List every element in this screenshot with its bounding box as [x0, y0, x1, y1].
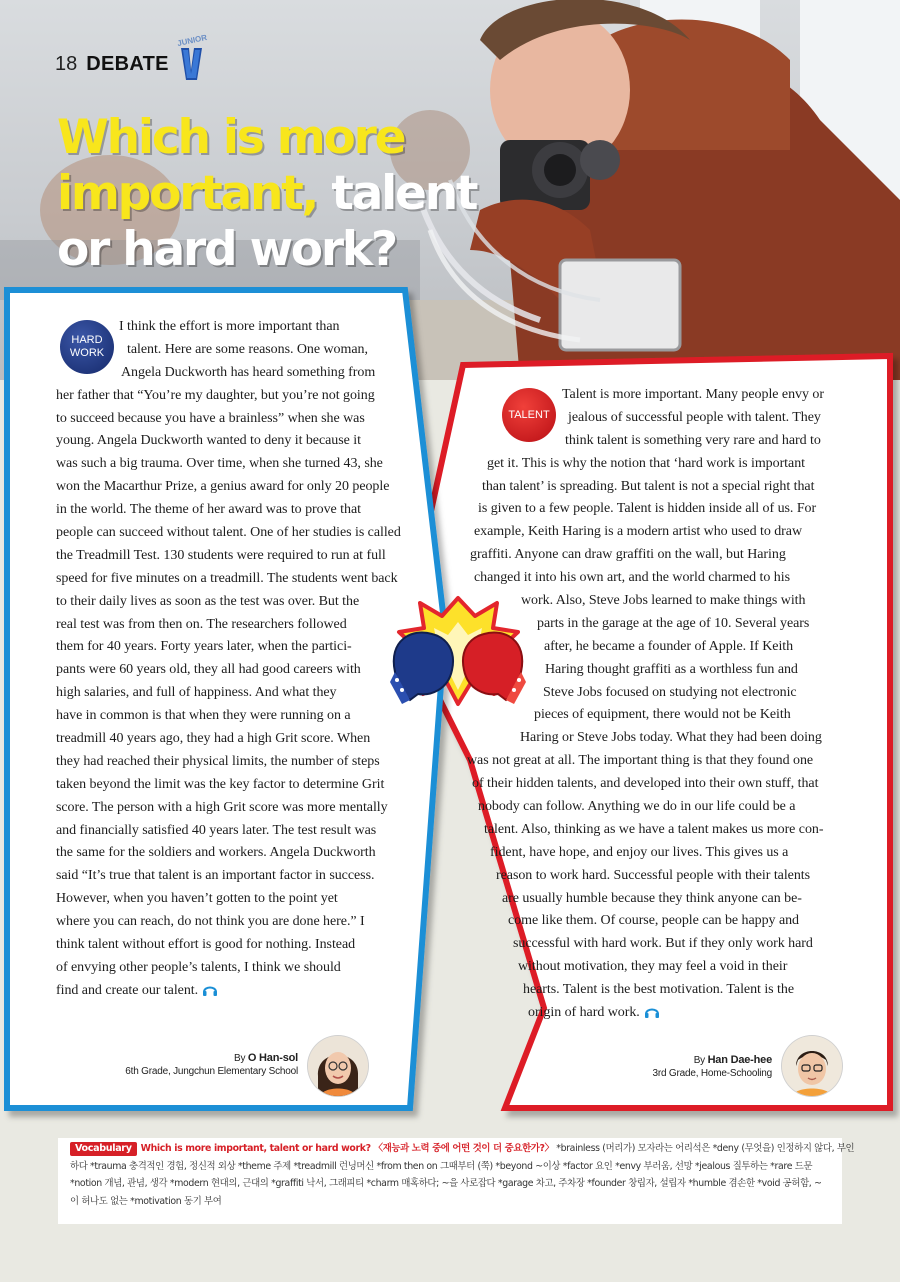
article-line: won the Macarthur Prize, a genius award for only 20 people	[56, 479, 390, 495]
hard-work-badge: HARD WORK	[60, 320, 114, 374]
article-line: think talent without effort is good for nothing. Instead	[56, 937, 356, 953]
talent-author-school: 3rd Grade, Home-Schooling	[652, 1068, 772, 1079]
vocabulary-label: Vocabulary	[70, 1142, 137, 1156]
article-line: talent. Here are some reasons. One woman,	[127, 341, 368, 357]
title-line-1: Which is more	[57, 110, 405, 165]
article-line: without motivation, they may feel a void in their	[518, 959, 788, 975]
article-line: of their hidden talents, and developed into their own stuff, that	[472, 776, 819, 792]
hard-work-author-school: 6th Grade, Jungchun Elementary School	[125, 1066, 298, 1077]
article-line: successful with hard work. But if they only work hard	[513, 936, 813, 952]
article-line: nobody can follow. Anything we do in our life could be a	[478, 799, 796, 815]
article-line: to their daily lives as soon as the test was over. But the	[56, 593, 360, 609]
article-line: Steve Jobs focused on studying not electronic	[543, 684, 797, 700]
article-line: taken beyond the limit was the key factor to determine Grit	[56, 776, 385, 792]
hard-work-byline: By O Han-sol 6th Grade, Jungchun Elementary School	[125, 1052, 298, 1077]
article-line: graffiti. Anyone can draw graffiti on the wall, but Haring	[470, 547, 786, 563]
article-line: to succeed because you have a brainless” when she was	[56, 410, 365, 426]
talent-author-avatar	[782, 1036, 842, 1096]
article-line: said “It’s true that talent is an important factor in success.	[56, 868, 375, 884]
article-line: fident, have hope, and enjoy our lives. This gives us a	[490, 844, 789, 860]
page-number: 18	[55, 52, 78, 75]
article-line: come like them. Of course, people can be happy and	[508, 913, 800, 929]
talent-author: Han Dae-hee	[707, 1054, 772, 1066]
article-line: Angela Duckworth has heard something from	[121, 364, 376, 380]
title-line-2-rest: talent	[317, 166, 477, 221]
vocabulary-box	[58, 1138, 855, 1224]
article-line: reason to work hard. Successful people with their talents	[496, 867, 811, 883]
article-line: jealous of successful people with talent. They	[568, 409, 821, 425]
article-line: Talent is more important. Many people envy or	[562, 387, 824, 402]
article-line: of envying other people’s talents, I think we should	[56, 959, 341, 975]
article-line: are usually humble because they think anyone can be-	[502, 890, 802, 906]
article-line: Haring thought graffiti as a worthless fun and	[545, 661, 798, 677]
article-line: young. Angela Duckworth wanted to deny it because it	[56, 433, 361, 449]
article-line: is given to a few people. Talent is hidden inside all of us. For	[478, 501, 817, 517]
talent-article	[0, 384, 900, 1025]
article-line: the same for the soldiers and workers. Angela Duckworth	[56, 845, 376, 861]
article-line: However, when you haven’t gotten to the point yet	[56, 891, 338, 907]
article-line: people can succeed without talent. One of her studies is called	[56, 525, 401, 541]
title-line-3: or hard work?	[57, 222, 397, 277]
article-line: pieces of equipment, there would not be Keith	[534, 707, 791, 723]
article-line: and financially satisfied 40 years later. The test result was	[56, 822, 377, 838]
article-line: than talent’ is spreading. But talent is not a special right that	[482, 478, 815, 494]
vocabulary-line-4: 이 허나도 없는 *motivation 동기 부여	[70, 1195, 222, 1207]
article-line: Haring or Steve Jobs today. What they had been doing	[520, 730, 822, 746]
article-line: origin of hard work.	[0, 1002, 900, 1025]
title-line-2-highlight: important,	[57, 166, 318, 221]
article-line: I think the effort is more important than	[119, 319, 340, 334]
vocabulary-question: Which is more important, talent or hard work? 〈재능과 노력 중에 어떤 것이 더 중요한가?〉	[140, 1143, 554, 1154]
article-line: work. Also, Steve Jobs learned to make things with	[521, 593, 806, 609]
article-line: speed for five minutes on a treadmill. The students went back	[56, 570, 398, 586]
article-line: high salaries, and full of happiness. And what they	[56, 685, 337, 701]
article-line: changed it into his own art, and the world charmed to his	[474, 570, 790, 586]
talent-badge: TALENT	[502, 388, 556, 442]
article-line: they had reached their physical limits, the number of steps	[56, 753, 380, 769]
article-line: her father that “You’re my daughter, but you’re not going	[56, 387, 375, 403]
article-line: was not great at all. The important thing is that they found one	[467, 753, 814, 769]
hard-work-author-avatar	[308, 1036, 368, 1096]
article-line: the Treadmill Test. 130 students were required to run at full	[56, 547, 386, 563]
article-line: treadmill 40 years ago, they had a high Grit score. When	[56, 731, 371, 747]
article-line: hearts. Talent is the best motivation. Talent is the	[523, 982, 794, 998]
article-line: after, he became a founder of Apple. If Keith	[544, 638, 794, 654]
section-title: DEBATE	[86, 52, 169, 75]
article-line: talent. Also, thinking as we have a talent makes us more con-	[484, 821, 824, 837]
article-line: find and create our talent.	[0, 980, 440, 1003]
vocabulary-line-3: *notion 개념, 관념, 생각 *modern 현대의, 근대의 *graffiti 낙서, 그래피티 *charm 매혹하다; ~을 사로잡다 *garage 차고, 주차장 *founder 창립자, 설립자 *humble 겸손한 *void 공허함, ~	[70, 1178, 822, 1189]
talent-byline: By Han Dae-hee 3rd Grade, Home-Schooling	[652, 1054, 772, 1079]
article-line: in the world. The theme of her award was to prove that	[56, 502, 361, 518]
article-line: where you can reach, do not think you are done here.” I	[56, 914, 365, 930]
article-line: example, Keith Haring is a modern artist who used to draw	[474, 524, 803, 540]
article-line: score. The person with a high Grit score was more mentally	[56, 799, 388, 815]
hard-work-author: O Han-sol	[247, 1052, 298, 1064]
article-line: pants were 60 years old, they all had good careers with	[56, 662, 361, 678]
headphone-icon[interactable]	[644, 1005, 660, 1028]
article-line: them for 40 years. Forty years later, when the partici-	[56, 639, 352, 655]
junior-v-logo-icon: JUNIOR	[175, 44, 209, 84]
article-line: think talent is something very rare and hard to	[565, 432, 821, 448]
vocabulary-line-2: 하다 *trauma 충격적인 경험, 정신적 외상 *theme 주제 *treadmill 런닝머신 *from then on 그때부터 (쭉) *beyond ~이상 *factor 요인 *envy 부러움, 선망 *jealous 질투하는 *rare 드문	[70, 1160, 813, 1172]
vocabulary-line-1: Vocabulary Which is more important, talent or hard work? 〈재능과 노력 중에 어떤 것이 더 중요한가?〉 *brainless (머리가) 모자라는 어리석은 *deny (무엇을) 인정하지 않다, 부인	[70, 1140, 834, 1158]
article-line: was such a big trauma. Over time, when she turned 43, she	[56, 456, 383, 472]
article-line: have in common is that when they were running on a	[56, 708, 351, 724]
article-line: get it. This is why the notion that ‘hard work is important	[487, 455, 805, 471]
article-line: real test was from then on. The researchers followed	[56, 616, 347, 632]
article-line: parts in the garage at the age of 10. Several years	[537, 615, 810, 631]
